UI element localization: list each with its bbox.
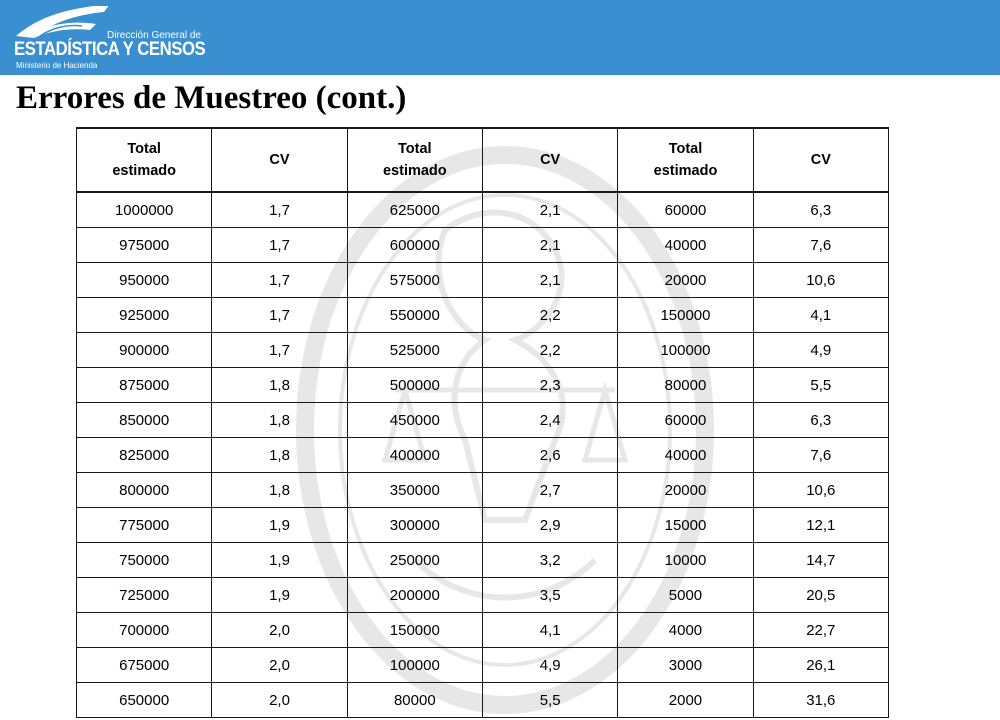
table-cell: 2,2 [482, 333, 617, 368]
table-row [77, 543, 889, 578]
column-header-line: estimado [382, 163, 447, 179]
table-cell: 7,6 [753, 228, 888, 263]
table-cell: 2,9 [482, 508, 617, 543]
table-cell: 2,0 [212, 613, 347, 648]
table-cell: 1,8 [212, 438, 347, 473]
table-cell: 1,9 [212, 508, 347, 543]
table-cell: 4000 [618, 613, 753, 648]
table-cell: 12,1 [753, 508, 888, 543]
table-cell: 4,9 [482, 648, 617, 683]
logo-line-estadistica: ESTADÍSTICA Y CENSOS [14, 39, 206, 60]
table-cell: 1,9 [212, 578, 347, 613]
table-cell: 20000 [618, 263, 753, 298]
table-row [77, 263, 889, 298]
table-cell: 800000 [77, 473, 212, 508]
table-row [77, 683, 889, 718]
table-cell: 6,3 [753, 192, 888, 228]
table-cell: 14,7 [753, 543, 888, 578]
table-cell: 22,7 [753, 613, 888, 648]
table-row [77, 228, 889, 263]
table-cell: 1,7 [212, 263, 347, 298]
table-cell: 900000 [77, 333, 212, 368]
table-body [77, 192, 889, 718]
table-cell: 925000 [77, 298, 212, 333]
table-cell: 80000 [347, 683, 482, 718]
page-title: Errores de Muestreo (cont.) [16, 80, 407, 116]
table-cell: 200000 [347, 578, 482, 613]
table-cell: 20000 [618, 473, 753, 508]
table-cell: 1,7 [212, 333, 347, 368]
table-cell: 5,5 [482, 683, 617, 718]
table-cell: 40000 [618, 438, 753, 473]
table-cell: 700000 [77, 613, 212, 648]
column-header-line: Total [398, 141, 432, 157]
table-cell: 2,6 [482, 438, 617, 473]
table-cell: 150000 [618, 298, 753, 333]
table-cell: 300000 [347, 508, 482, 543]
table-row [77, 438, 889, 473]
column-header [212, 128, 347, 192]
table-cell: 2,7 [482, 473, 617, 508]
table-cell: 10,6 [753, 263, 888, 298]
table-row [77, 192, 889, 228]
table-cell: 7,6 [753, 438, 888, 473]
table-cell: 5,5 [753, 368, 888, 403]
column-header [347, 128, 482, 192]
table-row [77, 508, 889, 543]
table-cell: 2,3 [482, 368, 617, 403]
table-cell: 6,3 [753, 403, 888, 438]
table-cell: 4,1 [753, 298, 888, 333]
column-header [618, 128, 753, 192]
table-cell: 775000 [77, 508, 212, 543]
table-cell: 3000 [618, 648, 753, 683]
table-cell: 1,7 [212, 228, 347, 263]
table-header-row [77, 128, 889, 192]
table-cell: 5000 [618, 578, 753, 613]
table-cell: 4,1 [482, 613, 617, 648]
table-cell: 150000 [347, 613, 482, 648]
table-cell: 850000 [77, 403, 212, 438]
table-cell: 60000 [618, 192, 753, 228]
table-cell: 1,9 [212, 543, 347, 578]
column-header-line: CV [269, 152, 290, 168]
table-cell: 1,8 [212, 368, 347, 403]
table-cell: 400000 [347, 438, 482, 473]
table-cell: 450000 [347, 403, 482, 438]
table-cell: 525000 [347, 333, 482, 368]
table-row [77, 578, 889, 613]
table-cell: 575000 [347, 263, 482, 298]
table-cell: 2,4 [482, 403, 617, 438]
table-cell: 80000 [618, 368, 753, 403]
table-cell: 1,7 [212, 192, 347, 228]
table-cell: 875000 [77, 368, 212, 403]
table-row [77, 368, 889, 403]
column-header-line: CV [810, 152, 831, 168]
table-cell: 650000 [77, 683, 212, 718]
logo-line-direccion: Dirección General de [107, 30, 201, 41]
table-cell: 2,0 [212, 648, 347, 683]
table-cell: 675000 [77, 648, 212, 683]
logo-line-ministerio: Ministerio de Hacienda [16, 61, 98, 70]
column-header-line: CV [540, 152, 561, 168]
table-cell: 26,1 [753, 648, 888, 683]
table-cell: 350000 [347, 473, 482, 508]
table-cell: 2,2 [482, 298, 617, 333]
table-cell: 2,1 [482, 228, 617, 263]
table-cell: 1000000 [77, 192, 212, 228]
table-cell: 3,5 [482, 578, 617, 613]
table-row [77, 648, 889, 683]
table-cell: 20,5 [753, 578, 888, 613]
table-cell: 250000 [347, 543, 482, 578]
column-header-line: estimado [112, 163, 176, 179]
table-cell: 3,2 [482, 543, 617, 578]
table-cell: 40000 [618, 228, 753, 263]
sampling-error-table [76, 127, 889, 718]
table-row [77, 298, 889, 333]
table-cell: 2,1 [482, 263, 617, 298]
table-cell: 1,7 [212, 298, 347, 333]
table-cell: 100000 [347, 648, 482, 683]
column-header-line: Total [127, 141, 161, 157]
column-header [77, 128, 212, 192]
table-cell: 60000 [618, 403, 753, 438]
table-cell: 2,0 [212, 683, 347, 718]
table-cell: 950000 [77, 263, 212, 298]
column-header [482, 128, 617, 192]
table-cell: 4,9 [753, 333, 888, 368]
table-cell: 1,8 [212, 403, 347, 438]
table-cell: 825000 [77, 438, 212, 473]
table-cell: 600000 [347, 228, 482, 263]
table-cell: 2000 [618, 683, 753, 718]
column-header-line: estimado [653, 163, 718, 179]
table-cell: 975000 [77, 228, 212, 263]
table-cell: 1,8 [212, 473, 347, 508]
table-row [77, 403, 889, 438]
table-cell: 15000 [618, 508, 753, 543]
header-bar [0, 0, 1000, 75]
column-header-line: Total [668, 141, 703, 157]
table-row [77, 613, 889, 648]
table-cell: 31,6 [753, 683, 888, 718]
table-cell: 100000 [618, 333, 753, 368]
table-cell: 550000 [347, 298, 482, 333]
table-cell: 725000 [77, 578, 212, 613]
table-cell: 10,6 [753, 473, 888, 508]
table-cell: 10000 [618, 543, 753, 578]
table-cell: 750000 [77, 543, 212, 578]
table-row [77, 473, 889, 508]
column-header [753, 128, 888, 192]
table-cell: 2,1 [482, 192, 617, 228]
table-cell: 500000 [347, 368, 482, 403]
table-cell: 625000 [347, 192, 482, 228]
dgeyc-logo [12, 6, 212, 70]
table-row [77, 333, 889, 368]
